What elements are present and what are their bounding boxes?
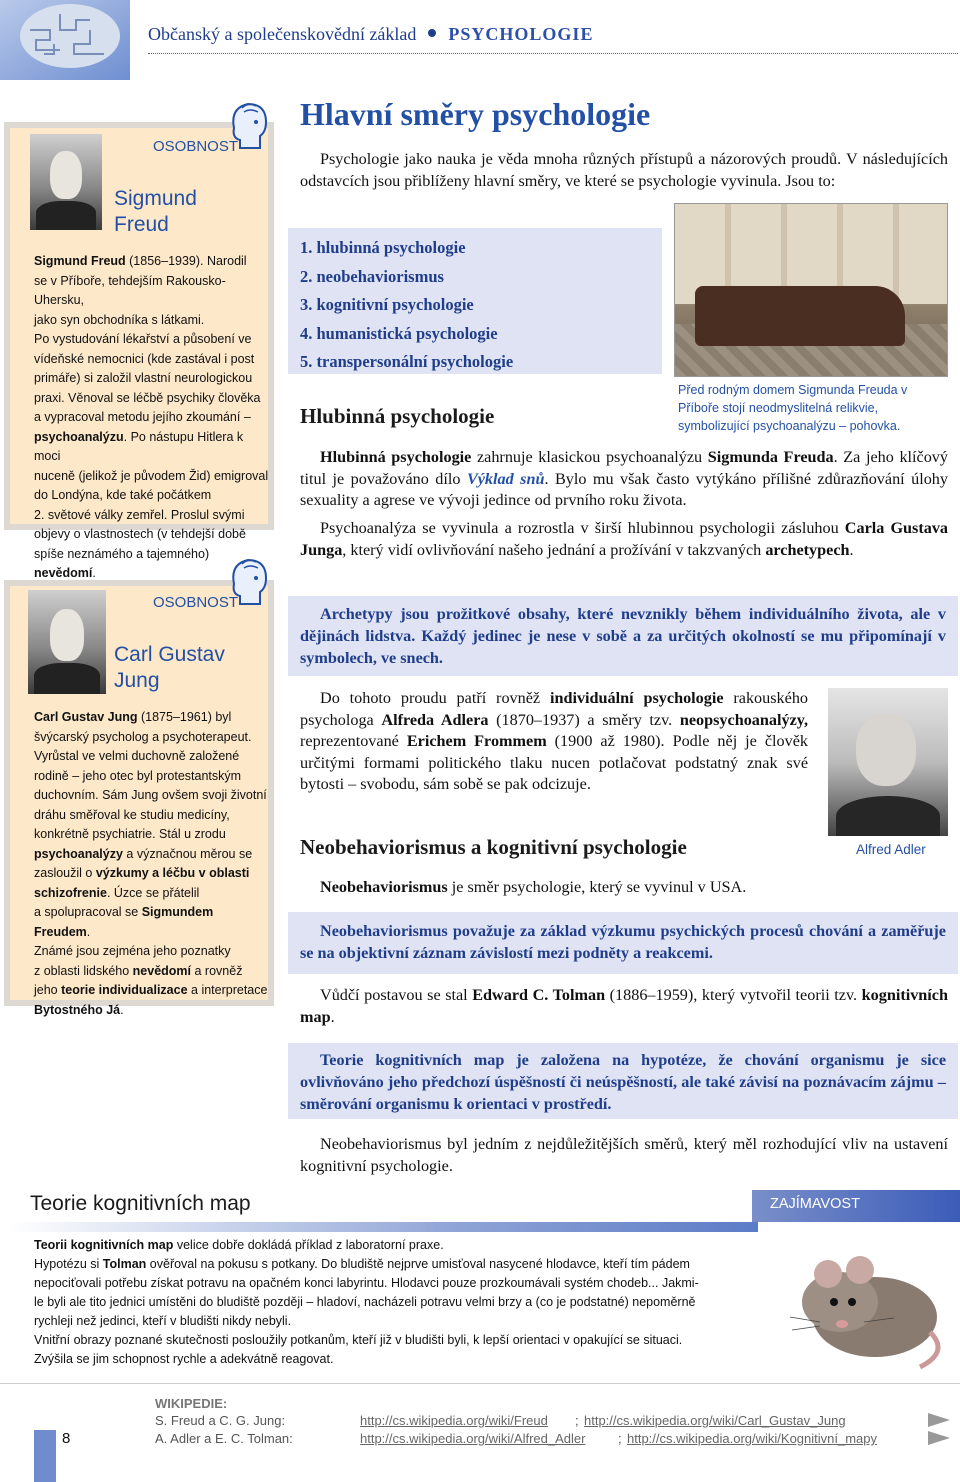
bold-text: schizofrenie [34,885,107,900]
fact-box-tag: ZAJÍMAVOST [752,1190,960,1222]
text-run: primáře) si založil vlastní neurologickou [34,371,253,385]
wiki-row-label: S. Freud a C. G. Jung: [155,1413,286,1428]
bold-text: Erichem Frommem [406,732,547,750]
bold-text: Teorii kognitivních map [34,1238,174,1252]
text-run: vídeňské nemocnici (kde zastával i post [34,351,255,366]
text-run: . [92,566,96,580]
text-line [34,1293,699,1312]
bold-text: výzkumy a léčbu v oblasti [95,866,250,880]
directions-list-box [288,228,662,374]
arrow-right-icon [928,1431,950,1445]
personality-tag: OSOBNOST [153,138,239,155]
bold-text: nevědomí [34,566,93,580]
header-title [148,24,593,45]
text-run: (1856–1939). Narodil [125,254,247,268]
bold-text: individuální psychologie [549,689,724,707]
wikipedia-label: WIKIPEDIE: [155,1396,228,1411]
person-last-name: Freud [114,213,169,236]
text-run: reprezentované [300,732,407,750]
direction-item: 5. transpersonální psychologie [300,352,514,372]
text-line [34,962,270,982]
wiki-link-kognitivni-mapy[interactable]: http://cs.wikipedia.org/wiki/Kognitivní_mapy [627,1431,878,1446]
text-line [34,272,270,311]
text-run: do Londýna, kde také počátkem [34,488,212,502]
bold-text: Neobehaviorismus [320,878,448,896]
adler-portrait [828,688,948,836]
text-line [34,806,270,826]
text-run: švýcarský psycholog a psychoterapeut. [34,729,252,744]
text-line [34,408,270,428]
text-run: . [849,540,854,559]
text-line [34,311,270,331]
text-run: nepociťovali potřebu získat potravu na opačném konci labyrintu. Hlodavci pouze prozkoumávali systém chodeb... Jakmi- [34,1276,699,1290]
page-number: 8 [62,1430,71,1447]
subject-title: PSYCHOLOGIE [448,24,594,44]
bold-text: neopsychoanalýzy, [679,710,809,729]
text-line [34,942,270,962]
wiki-row-label: A. Adler a E. C. Tolman: [155,1431,293,1446]
text-line [34,1331,699,1350]
text-run: se v Příboře, tehdejším Rakousko-Uhersku, [34,273,226,307]
text-line [34,1312,699,1331]
thinking-head-icon [220,554,274,608]
text-run: (1886–1959), který vytvořil teorii tzv. [605,986,862,1004]
text-run: a rovněž [191,963,243,978]
text-line [34,747,270,767]
text-run: Psychoanalýza se vyvinula a rozrostla v širší hlubinnou psychologii zásluhou [320,519,845,537]
person-first-name: Sigmund [114,187,197,210]
text-line [34,825,270,845]
bold-text: Carla Gustava Junga [300,519,949,559]
bold-text: Edward C. Tolman [472,986,606,1004]
text-run: zasloužil o [34,866,96,880]
text-line [34,708,270,728]
bold-text: archetypech [765,540,850,559]
text-line [34,330,270,350]
text-line [34,864,270,884]
bold-text: Sigmunda Freuda [707,448,834,466]
text-run: rakouského psychologa [300,689,809,729]
text-run: . Po nástupu Hitlera k moci [34,429,244,463]
bold-text: Carl Gustav Jung [34,710,138,724]
text-run: Vyrůstal ve velmi duchovně založené [34,749,240,763]
fact-box-bar [8,1222,758,1232]
text-line [34,903,270,942]
bold-text: Alfreda Adlera [381,710,489,729]
personality-box-jung [4,580,274,1017]
fact-box-text [34,1236,699,1369]
wiki-link-adler[interactable]: http://cs.wikipedia.org/wiki/Alfred_Adler [360,1431,586,1446]
page-title: Hlavní směry psychologie [300,96,651,132]
text-line [34,486,270,506]
header-divider [148,53,958,54]
direction-item: 2. neobehaviorismus [300,266,444,286]
paragraph [300,688,808,796]
adler-caption: Alfred Adler [856,842,926,857]
wiki-link-freud[interactable]: http://cs.wikipedia.org/wiki/Freud [360,1413,548,1428]
text-run: Zvýšila se jim schopnost rychle a adekvátně reagovat. [34,1352,334,1366]
bold-text: Tolman [102,1257,147,1271]
text-run: (1870–1937) a směry tzv. [488,710,680,729]
text-run: a spolupracoval se [34,905,142,919]
callout-neobehaviorism: Neobehaviorismus považuje za základ výzkumu psychických procesů chování a zaměřuje se na objektivní záznam závislostí mezi podněty a reakcemi. [288,912,958,974]
footer-divider [0,1383,960,1384]
text-run: objevy o vlastnostech (v tehdejší době [34,527,246,541]
text-run: Vůdčí postavou se stal [320,986,473,1004]
photo-caption: Před rodným domem Sigmunda Freuda v Příboře stojí neodmyslitelná relikvie, symbolizující psychoanalýzu – pohovka. [678,383,908,433]
book-title-link: Výklad snů [466,469,545,488]
text-line [34,1236,699,1255]
arrow-right-icon [928,1413,950,1427]
text-line [34,389,270,409]
book-title: Občanský a společenskovědní základ [148,24,417,44]
rat-image [780,1222,955,1372]
text-run: le byli ale tito jednici umístěni do bludiště později – hladoví, nacházeli potravu velmi brzy a (co je podstatné) nepoměrně [34,1295,696,1309]
person-last-name: Jung [114,669,160,692]
fact-box-title: Teorie kognitivních map [30,1192,251,1215]
freud-couch-photo [674,203,948,377]
text-run: Do tohoto proudu patří rovněž [320,689,550,707]
text-run: Známé jsou zejména jeho poznatky [34,944,231,958]
text-run: rychleji než jedinci, kteří v bludišti nikdy nebyli. [34,1314,292,1328]
text-line [34,369,270,389]
bold-text: Bytostného Já [34,1002,121,1017]
bold-text: Hlubinná psychologie [320,448,472,466]
text-run: Po vystudování lékařství a působení ve [34,332,252,346]
text-run: (1900 až 1980). Podle něj je člověk určitými formami politického tlaku nucen potlačovat podstatný znak své bytosti – svobodu, sám sobě se pak odcizuje. [300,732,808,793]
jung-biography [34,708,270,1020]
text-run: jeho [34,983,62,997]
text-line [34,767,270,787]
bold-text: Sigmund Freud [34,254,126,268]
paragraph: Neobehaviorismus byl jedním z nejdůležitějších směrů, který měl rozhodující vliv na ustavení kognitivní psychologie. [300,1135,948,1175]
text-run: a vypracoval metodu jejího zkoumání – [34,410,251,424]
text-line [34,506,270,526]
paragraph [300,985,948,1028]
text-run: spíše neznámého a tajemného) [34,546,210,561]
callout-archetypes: Archetypy jsou prožitkové obsahy, které nevznikly během individuálního života, ale v dějinách lidstva. Každý jedinec je nese v sobě a za určitých okolností se mu připomínají v symbolech, ve snech. [288,596,958,676]
text-run: . [330,1007,335,1026]
text-run: , který vidí ovlivňování našeho jednání a prožívání v takzvaných [342,540,766,559]
text-line [34,467,270,487]
text-run: (1875–1961) byl [137,710,232,724]
text-line [34,1350,699,1369]
text-line [34,1255,699,1274]
direction-item: 3. kognitivní psychologie [300,295,474,315]
text-line [34,252,270,272]
freud-biography [34,252,270,584]
link-separator: ; [618,1431,622,1446]
text-run: a interpretace [187,983,268,997]
text-run: jako syn obchodníka s látkami. [34,312,205,327]
callout-cognitive-maps: Teorie kognitivních map je založena na hypotéze, že chování organismu je sice ovlivňováno jeho předchozí úspěšností či neúspěšností, ale také závisí na poznávacím zájmu – směrování organismu k orientaci v prostředí. [288,1043,958,1119]
text-run: . Úzce se přátelil [106,885,200,900]
text-run: velice dobře dokládá příklad z laboratorní praxe. [173,1238,444,1252]
text-run: nuceně (jelikož je původem Žid) emigroval [34,468,269,483]
personality-box-freud [4,122,274,580]
text-line [34,728,270,748]
paragraph [300,447,948,512]
paragraph [300,877,948,899]
text-line [34,981,270,1001]
page-number-bar [34,1430,56,1482]
directions-list [288,228,662,377]
text-run: duchovním. Sám Jung ovšem svoji životní [34,788,267,802]
intro-paragraph: Psychologie jako nauka je věda mnoha různých přístupů a názorových proudů. V následujících odstavcích jsou přiblíženy hlavní směry, ve které se psychologie vyvinula. Jsou to: [300,150,948,190]
text-run: ověřoval na pokusu s potkany. Do bludiště nejprve umisťoval nasycené hlodavce, kteří tím pádem [146,1257,690,1271]
text-run: rodině – jeho otec byl protestantským [34,768,242,783]
text-run: z oblasti lidského [34,963,133,978]
text-run: Vnitřní obrazy poznané skutečnosti posloužily potkanům, kteří již v bludišti byli, k lepší orientaci v opakující se situaci. [34,1333,683,1347]
direction-item: 1. hlubinná psychologie [300,238,466,257]
text-run: zahrnuje klasickou psychoanalýzu [471,448,708,466]
freud-portrait [30,134,102,230]
bold-text: nevědomí [132,963,192,978]
text-run: dráhu směřoval ke studiu medicíny, [34,807,230,822]
section-heading: Hlubinná psychologie [300,404,495,428]
text-run: . Bylo mu však často vytýkáno přílišné zdůrazňování úlohy sexuality a agrese ve vývoji jedince od prvního roku života. [300,469,948,509]
text-run: 2. světové války zemřel. Proslul svými [34,507,245,522]
paragraph [300,518,948,561]
jung-portrait [28,590,106,694]
text-line [34,428,270,467]
text-run: a význačnou měrou se [122,846,253,861]
bullet-dot [428,29,436,37]
bold-text: psychoanalýzu [34,429,124,444]
section-heading: Neobehaviorismus a kognitivní psychologie [300,835,687,859]
bold-text: Sigmundem Freudem [34,905,214,939]
text-line [34,845,270,865]
text-run: praxi. Věnoval se léčbě psychiky člověka [34,390,261,405]
text-line [34,525,270,545]
text-run: konkrétně psychiatrie. Stál u zrodu [34,827,226,841]
bold-text: psychoanalýzy [34,846,123,861]
direction-item: 4. humanistická psychologie [300,323,498,343]
text-line [34,1274,699,1293]
text-run: . [120,1002,124,1017]
bold-text: kognitivních map [300,986,948,1026]
text-line [34,1001,270,1021]
person-first-name: Carl Gustav [114,643,225,666]
text-line [34,884,270,904]
text-line [34,786,270,806]
personality-tag: OSOBNOST [153,594,239,611]
text-run: je směr psychologie, který se vyvinul v USA. [447,878,747,896]
text-run: . [86,924,91,939]
bold-text: teorie individualizace [61,983,188,997]
link-separator: ; [575,1413,579,1428]
text-line [34,350,270,370]
brain-maze-header-image [0,0,130,80]
text-run: . Za jeho klíčový titul je považováno dílo [300,448,948,488]
wiki-link-jung[interactable]: http://cs.wikipedia.org/wiki/Carl_Gustav_Jung [584,1413,846,1428]
text-run: Hypotézu si [34,1257,103,1271]
thinking-head-icon [220,98,274,152]
